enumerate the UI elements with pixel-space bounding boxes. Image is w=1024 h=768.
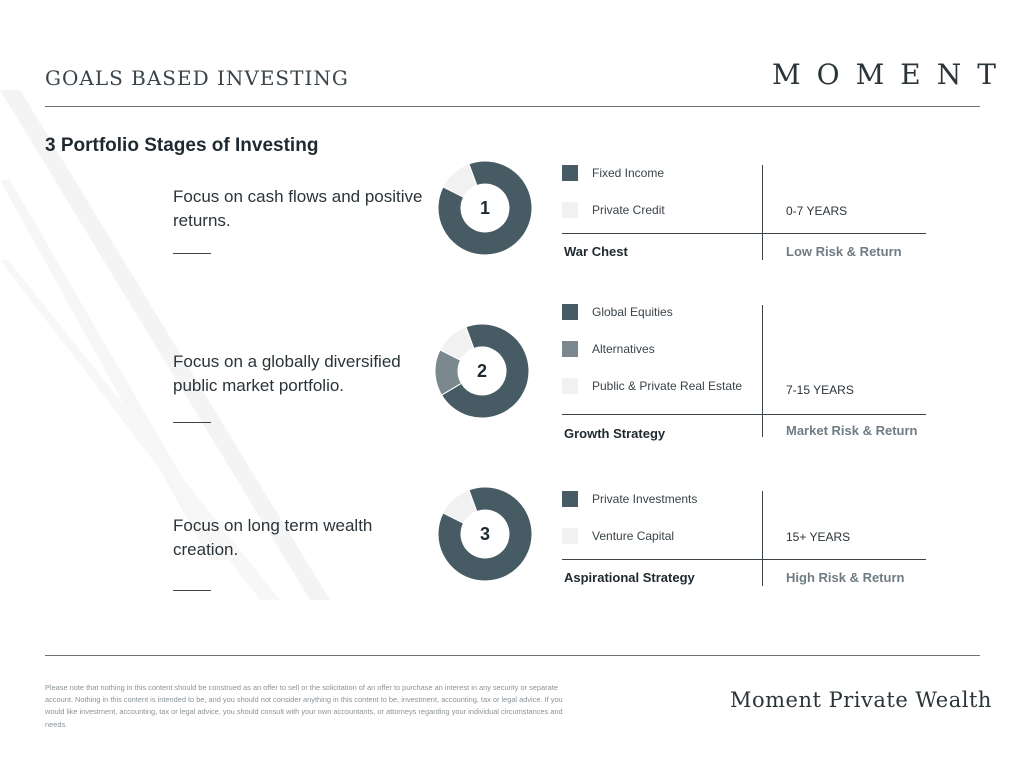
legend-label: Public & Private Real Estate bbox=[592, 379, 743, 393]
stage-2-years: 7-15 YEARS bbox=[786, 383, 854, 397]
footer-divider bbox=[45, 655, 980, 656]
stage-2-vertical-divider bbox=[762, 305, 763, 437]
legend-item bbox=[562, 377, 742, 395]
legend-swatch bbox=[562, 341, 578, 357]
legend-label: Private Credit bbox=[592, 203, 665, 217]
stage-2-focus: Focus on a globally diversified public market portfolio. bbox=[173, 352, 401, 395]
stage-2-horizontal-divider bbox=[562, 414, 926, 415]
legend-label: Alternatives bbox=[592, 342, 655, 356]
stage-1-dash bbox=[173, 253, 211, 254]
header-title: GOALS BASED INVESTING bbox=[45, 66, 349, 90]
donut-stage-number: 3 bbox=[479, 524, 491, 544]
legend-swatch bbox=[562, 165, 578, 181]
stage-2-risk: Market Risk & Return bbox=[786, 423, 918, 438]
legend-swatch bbox=[562, 491, 578, 507]
stage-2-dash bbox=[173, 422, 211, 423]
donut-stage-number: 2 bbox=[476, 361, 488, 381]
stage-1-years: 0-7 YEARS bbox=[786, 204, 848, 218]
stage-3-vertical-divider bbox=[762, 491, 763, 586]
header-divider bbox=[45, 106, 980, 107]
legend-item bbox=[562, 340, 655, 358]
stage-3-focus: Focus on long term wealth creation. bbox=[173, 516, 373, 559]
legend-swatch bbox=[562, 202, 578, 218]
stage-1-donut-chart bbox=[437, 160, 533, 256]
stage-1-vertical-divider bbox=[762, 165, 763, 260]
disclaimer-text: Please note that nothing in this content should be construed as an offer to sell or the solicitation of an offer to purchase an interest in any security or separate account. Nothing in this content is intended to be, and you should not consider anything in this content to be, investment, accounting, tax or legal advice. If you would like investment, accounting, tax or legal advice, you should consult with your own accountants, or attorneys regarding your individual circumstances and needs. bbox=[45, 683, 563, 729]
stage-3-strategy: Aspirational Strategy bbox=[564, 570, 695, 585]
legend-label: Global Equities bbox=[592, 305, 673, 319]
legend-item bbox=[562, 164, 664, 182]
stage-3-risk: High Risk & Return bbox=[786, 570, 905, 585]
legend-item bbox=[562, 303, 673, 321]
stage-3-years: 15+ YEARS bbox=[786, 530, 851, 544]
section-title: 3 Portfolio Stages of Investing bbox=[45, 135, 319, 156]
stage-1-risk: Low Risk & Return bbox=[786, 244, 902, 259]
stage-3-donut-chart bbox=[437, 486, 533, 582]
stage-2-strategy: Growth Strategy bbox=[564, 426, 666, 441]
stage-1-horizontal-divider bbox=[562, 233, 926, 234]
legend-swatch bbox=[562, 378, 578, 394]
legend-swatch bbox=[562, 528, 578, 544]
legend-label: Venture Capital bbox=[592, 529, 675, 543]
legend-item bbox=[562, 527, 674, 545]
legend-label: Fixed Income bbox=[592, 166, 665, 180]
legend-item bbox=[562, 490, 697, 508]
legend-swatch bbox=[562, 304, 578, 320]
legend-label: Private Investments bbox=[592, 492, 698, 506]
stage-3-horizontal-divider bbox=[562, 559, 926, 560]
stage-1-strategy: War Chest bbox=[564, 244, 628, 259]
donut-stage-number: 1 bbox=[479, 198, 491, 218]
brand-wordmark: Moment Private Wealth bbox=[730, 688, 992, 712]
stage-3-dash bbox=[173, 590, 211, 591]
stage-1-focus: Focus on cash flows and positive returns. bbox=[173, 187, 423, 230]
legend-item bbox=[562, 201, 665, 219]
brand-logo: MOMENT bbox=[772, 58, 1012, 91]
stage-2-donut-chart bbox=[434, 323, 530, 419]
